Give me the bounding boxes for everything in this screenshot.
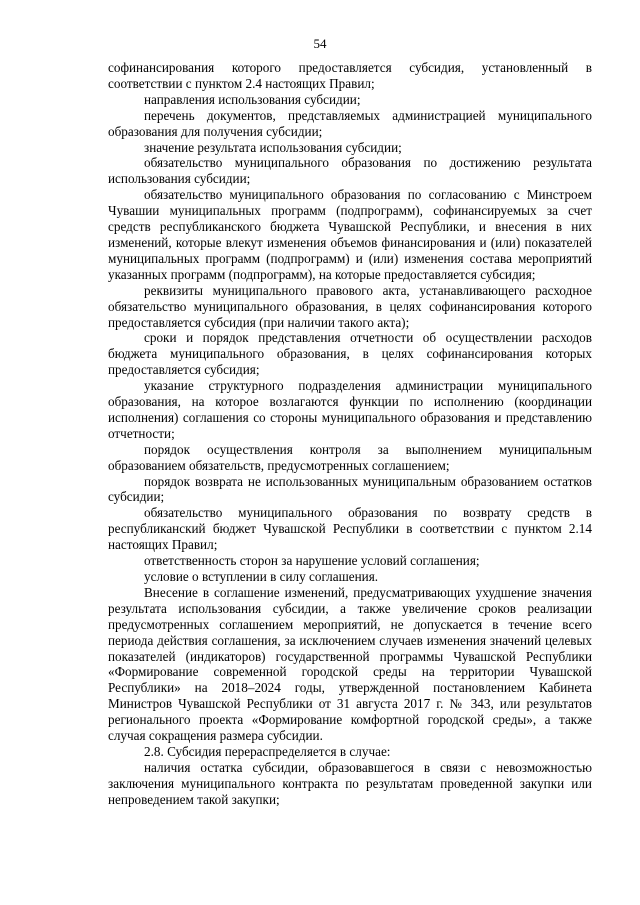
paragraph-refund-obligation: обязательство муниципального образования по возврату средств в республиканский бюджет Чувашской Республики в соответствии с пунктом 2.14 настоящих Правил;: [108, 505, 592, 553]
paragraph-entry-into-force: условие о вступлении в силу соглашения.: [144, 569, 379, 584]
paragraph-cofinancing-level: софинансирования которого предоставляется субсидия, установленный в соответствии с пунктом 2.4 настоящих Правил;: [108, 60, 592, 91]
paragraph-remaining-subsidy: наличия остатка субсидии, образовавшегося в связи с невозможностью заключения муниципального контракта по результатам проведенной закупки или непроведением такой закупки;: [108, 759, 592, 807]
paragraph-section-2-8: 2.8. Субсидия перераспределяется в случае:: [144, 743, 391, 759]
paragraph-amendments: Внесение в соглашение изменений, предусматривающих ухудшение значения результата использования субсидии, а также увеличение сроков реализации предусмотренных соглашением мероприятий, не допускается в течение всего периода действия соглашения, за исключением случаев изменения значений целевых показателей (индикаторов) государственной программы Чувашской Республики «Формирование современной городской среды на территории Чувашской Республики» на 2018–2024 годы, утвержденной постановлением Кабинета Министров Чувашской Республики от 31 августа 2017 г. № 343, или результатов регионального проекта «Формирование комфортной городской среды», а также случая сокращения размера субсидии.: [108, 584, 592, 744]
paragraph-responsible-unit: указание структурного подразделения администрации муниципального образования, на которое возлагаются функции по исполнению (координации исполнения) соглашения со стороны муниципального образования и представлению отчетности;: [108, 378, 592, 441]
paragraph-result-value: значение результата использования субсидии;: [144, 139, 402, 155]
paragraph-usage-directions: направления использования субсидии;: [144, 91, 361, 107]
paragraph-program-approval: обязательство муниципального образования по согласованию с Минстроем Чувашии муниципальных программ (подпрограмм), софинансируемых за счет средств республиканского бюджета Чувашской Республики, и внесения в них изменений, которые влекут изменения объемов финансирования и (или) показателей муниципальных программ (подпрограмм) и (или) изменения состава мероприятий указанных программ (подпрограмм), на которые предоставляется субсидия;: [108, 187, 592, 282]
paragraph-control-procedure: порядок осуществления контроля за выполнением муниципальным образованием обязательств, предусмотренных соглашением;: [108, 441, 592, 473]
paragraph-liability: ответственность сторон за нарушение условий соглашения;: [144, 553, 480, 569]
paragraph-reporting-terms: сроки и порядок представления отчетности об осуществлении расходов бюджета муниципального образования, в целях софинансирования которых предоставляется субсидия;: [108, 330, 592, 378]
paragraph-legal-act-details: реквизиты муниципального правового акта, устанавливающего расходное обязательство муниципального образования, в целях софинансирования которого предоставляется субсидия (при наличии такого акта);: [108, 282, 592, 330]
paragraph-unused-return: порядок возврата не использованных муниципальным образованием остатков субсидии;: [108, 473, 592, 505]
paragraph-documents-list: перечень документов, представляемых администрацией муниципального образования для получения субсидии;: [108, 107, 592, 139]
page-number: 54: [313, 36, 327, 51]
paragraph-result-obligation: обязательство муниципального образования по достижению результата использования субсидии;: [108, 155, 592, 187]
document-body: [108, 60, 592, 808]
